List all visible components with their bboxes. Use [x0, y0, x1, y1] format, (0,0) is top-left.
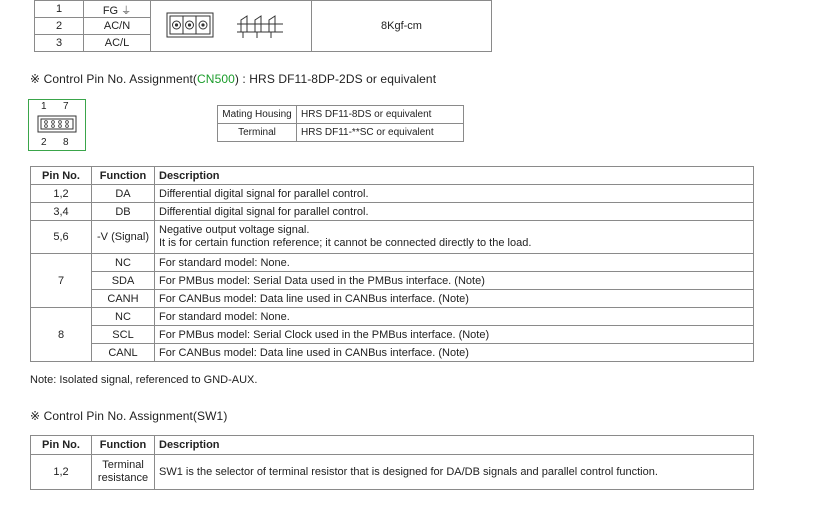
function-line: resistance	[97, 472, 149, 484]
function-cell	[92, 455, 155, 490]
description-line: Negative output voltage signal.	[159, 224, 310, 236]
mating-housing-label: Mating Housing	[218, 106, 297, 124]
table-row	[31, 455, 754, 490]
table-row	[31, 344, 754, 362]
description-cell: For PMBus model: Serial Clock used in the PMBus interface. (Note)	[155, 326, 754, 344]
table-row	[35, 1, 492, 18]
function-cell: AC/L	[84, 35, 151, 52]
description-cell: For PMBus model: Serial Data used in the PMBus interface. (Note)	[155, 272, 754, 290]
terminal-label: Terminal	[218, 124, 297, 142]
function-cell: DA	[92, 185, 155, 203]
description-cell: For CANBus model: Data line used in CANBus interface. (Note)	[155, 290, 754, 308]
description-cell: Differential digital signal for parallel control.	[155, 185, 754, 203]
isolation-note: Note: Isolated signal, referenced to GND-AUX.	[30, 374, 258, 386]
description-cell: Differential digital signal for parallel control.	[155, 203, 754, 221]
pin-assignment-table	[30, 166, 754, 362]
description-cell: For CANBus model: Data line used in CANBus interface. (Note)	[155, 344, 754, 362]
description-cell: SW1 is the selector of terminal resistor that is designed for DA/DB signals and parallel control function.	[155, 455, 754, 490]
function-cell: CANL	[92, 344, 155, 362]
connector-ref-cn500: CN500	[197, 72, 235, 86]
pin-number-cell: 1	[35, 1, 84, 18]
table-row	[31, 221, 754, 254]
connector-pins-icon	[37, 115, 77, 133]
header-description: Description	[155, 167, 754, 185]
header-pin-no: Pin No.	[31, 167, 92, 185]
mating-housing-value: HRS DF11-8DS or equivalent	[297, 106, 464, 124]
header-pin-no: Pin No.	[31, 436, 92, 455]
table-row	[218, 124, 464, 142]
function-cell: -V (Signal)	[92, 221, 155, 254]
table-row	[31, 185, 754, 203]
pin-label-top-right: 7	[63, 101, 69, 112]
function-cell: SCL	[92, 326, 155, 344]
function-cell: SDA	[92, 272, 155, 290]
pin-label-top-left: 1	[41, 101, 47, 112]
function-label: FG	[102, 4, 119, 17]
terminal-block-image-cell	[151, 1, 312, 52]
description-cell: For standard model: None.	[155, 308, 754, 326]
pin-number-cell: 3	[35, 35, 84, 52]
pin-label-bottom-right: 8	[63, 137, 69, 148]
description-cell: For standard model: None.	[155, 254, 754, 272]
table-row	[31, 254, 754, 272]
pin-cell: 5,6	[31, 221, 92, 254]
pin-cell: 3,4	[31, 203, 92, 221]
function-cell: CANH	[92, 290, 155, 308]
table-row	[31, 203, 754, 221]
mating-housing-table	[217, 105, 464, 142]
table-row	[218, 106, 464, 124]
cn500-section-title	[30, 72, 436, 86]
function-line: Terminal	[102, 459, 144, 471]
sw1-table	[30, 435, 754, 490]
pin-cell: 8	[31, 308, 92, 362]
function-cell: NC	[92, 254, 155, 272]
pin-number-cell: 2	[35, 18, 84, 35]
header-function: Function	[92, 167, 155, 185]
pin-cell: 7	[31, 254, 92, 308]
sw1-section-title: ※ Control Pin No. Assignment(SW1)	[30, 409, 228, 423]
connector-diagram	[28, 99, 86, 151]
function-cell: NC	[92, 308, 155, 326]
function-cell: DB	[92, 203, 155, 221]
torque-value: 8Kgf-cm	[312, 1, 492, 52]
function-cell: AC/N	[84, 18, 151, 35]
table-row	[31, 308, 754, 326]
table-row	[31, 326, 754, 344]
pin-cell: 1,2	[31, 185, 92, 203]
header-function: Function	[92, 436, 155, 455]
table-header-row	[31, 167, 754, 185]
pin-label-bottom-left: 2	[41, 137, 47, 148]
title-suffix: ) : HRS DF11-8DP-2DS or equivalent	[234, 72, 437, 86]
terminal-table	[34, 0, 492, 52]
terminal-block-icon	[151, 2, 311, 48]
function-cell	[84, 1, 151, 18]
table-row	[31, 290, 754, 308]
pin-cell: 1,2	[31, 455, 92, 490]
title-prefix: ※ Control Pin No. Assignment(	[30, 72, 198, 86]
description-cell	[155, 221, 754, 254]
table-header-row	[31, 436, 754, 455]
header-description: Description	[155, 436, 754, 455]
description-line: It is for certain function reference; it cannot be connected directly to the load.	[159, 237, 532, 249]
terminal-value: HRS DF11-**SC or equivalent	[297, 124, 464, 142]
table-row	[31, 272, 754, 290]
ground-symbol-icon: ⏚	[121, 5, 132, 17]
